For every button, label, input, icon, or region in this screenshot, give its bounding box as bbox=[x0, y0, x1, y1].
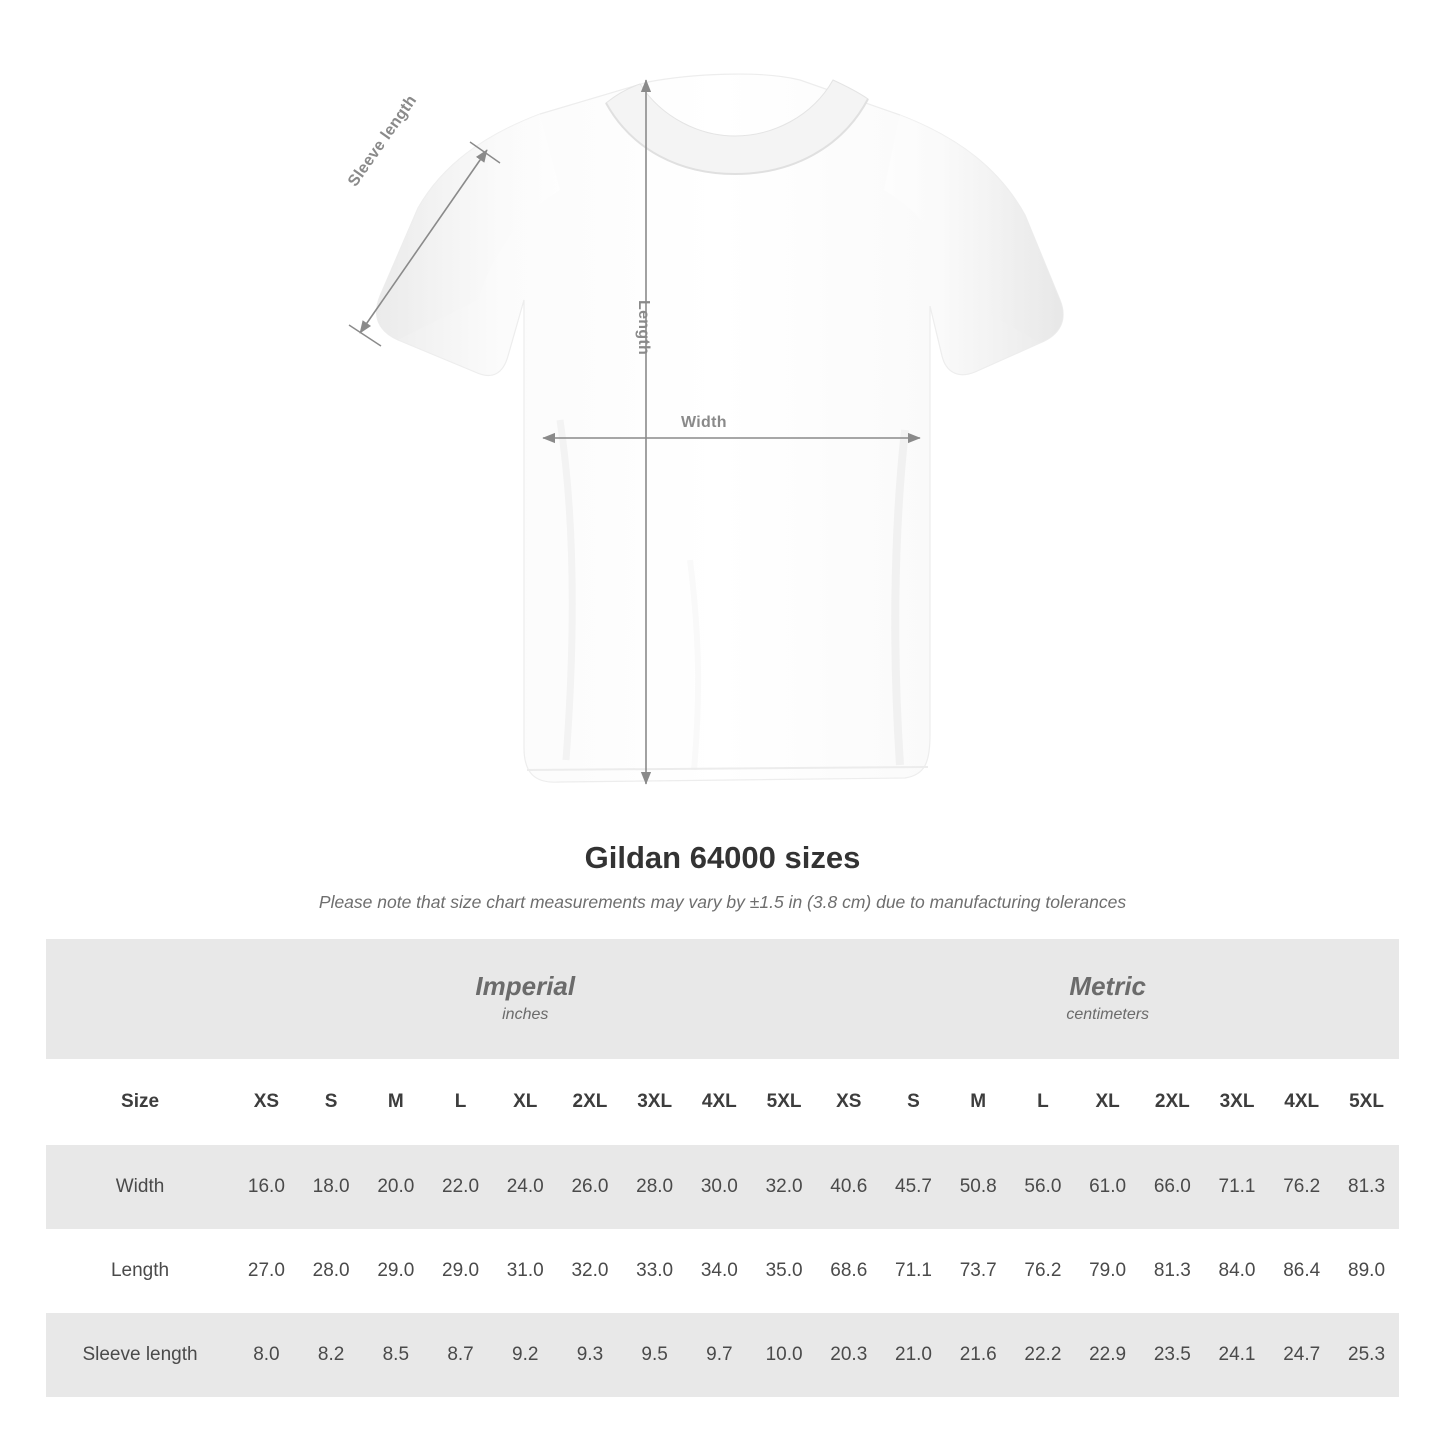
cell-length-met-xl: 79.0 bbox=[1075, 1229, 1140, 1313]
cell-sleeve-imp-3xl: 9.5 bbox=[622, 1313, 687, 1397]
cell-sleeve-met-l: 22.2 bbox=[1011, 1313, 1076, 1397]
cell-width-imp-2xl: 26.0 bbox=[558, 1145, 623, 1229]
size-col-metric-3xl: 3XL bbox=[1205, 1059, 1270, 1145]
cell-length-met-xs: 68.6 bbox=[816, 1229, 881, 1313]
cell-length-imp-m: 29.0 bbox=[363, 1229, 428, 1313]
page-title: Gildan 64000 sizes bbox=[584, 840, 861, 875]
size-col-imperial-xs: XS bbox=[234, 1059, 299, 1145]
cell-width-met-3xl: 71.1 bbox=[1205, 1145, 1270, 1229]
row-label-width: Width bbox=[46, 1145, 234, 1229]
cell-sleeve-met-m: 21.6 bbox=[946, 1313, 1011, 1397]
cell-length-imp-s: 28.0 bbox=[299, 1229, 364, 1313]
unit-group-imperial bbox=[234, 939, 816, 1059]
cell-width-imp-5xl: 32.0 bbox=[752, 1145, 817, 1229]
cell-sleeve-met-xs: 20.3 bbox=[816, 1313, 881, 1397]
cell-width-met-4xl: 76.2 bbox=[1269, 1145, 1334, 1229]
cell-sleeve-imp-xl: 9.2 bbox=[493, 1313, 558, 1397]
size-col-imperial-s: S bbox=[299, 1059, 364, 1145]
size-col-metric-l: L bbox=[1011, 1059, 1076, 1145]
table-row-length bbox=[46, 1229, 1399, 1313]
size-col-imperial-5xl: 5XL bbox=[752, 1059, 817, 1145]
cell-width-met-l: 56.0 bbox=[1011, 1145, 1076, 1229]
cell-sleeve-imp-xs: 8.0 bbox=[234, 1313, 299, 1397]
cell-sleeve-imp-5xl: 10.0 bbox=[752, 1313, 817, 1397]
cell-width-imp-s: 18.0 bbox=[299, 1145, 364, 1229]
row-label-sleeve-length: Sleeve length bbox=[46, 1313, 234, 1397]
sleeve-length-label: Sleeve length bbox=[345, 92, 421, 190]
unit-group-metric bbox=[816, 939, 1399, 1059]
cell-sleeve-imp-m: 8.5 bbox=[363, 1313, 428, 1397]
size-table-wrapper bbox=[46, 939, 1399, 1397]
cell-length-met-4xl: 86.4 bbox=[1269, 1229, 1334, 1313]
size-col-imperial-m: M bbox=[363, 1059, 428, 1145]
size-col-imperial-4xl: 4XL bbox=[687, 1059, 752, 1145]
size-col-metric-m: M bbox=[946, 1059, 1011, 1145]
size-col-metric-s: S bbox=[881, 1059, 946, 1145]
cell-length-met-s: 71.1 bbox=[881, 1229, 946, 1313]
size-col-metric-4xl: 4XL bbox=[1269, 1059, 1334, 1145]
unit-imperial-name: Imperial bbox=[475, 970, 576, 1001]
cell-length-imp-5xl: 35.0 bbox=[752, 1229, 817, 1313]
size-col-imperial-3xl: 3XL bbox=[622, 1059, 687, 1145]
cell-width-imp-l: 22.0 bbox=[428, 1145, 493, 1229]
cell-length-met-m: 73.7 bbox=[946, 1229, 1011, 1313]
cell-length-met-l: 76.2 bbox=[1011, 1229, 1076, 1313]
cell-width-imp-3xl: 28.0 bbox=[622, 1145, 687, 1229]
cell-length-met-5xl: 89.0 bbox=[1334, 1229, 1399, 1313]
cell-width-met-xl: 61.0 bbox=[1075, 1145, 1140, 1229]
cell-sleeve-imp-2xl: 9.3 bbox=[558, 1313, 623, 1397]
size-header-row bbox=[46, 1059, 1399, 1145]
tolerance-note: Please note that size chart measurements may vary by ±1.5 in (3.8 cm) due to manufacturing tolerances bbox=[318, 892, 1127, 912]
cell-width-met-s: 45.7 bbox=[881, 1145, 946, 1229]
cell-length-met-2xl: 81.3 bbox=[1140, 1229, 1205, 1313]
size-table bbox=[46, 939, 1399, 1397]
cell-length-imp-l: 29.0 bbox=[428, 1229, 493, 1313]
cell-length-imp-4xl: 34.0 bbox=[687, 1229, 752, 1313]
size-col-metric-xl: XL bbox=[1075, 1059, 1140, 1145]
size-col-metric-5xl: 5XL bbox=[1334, 1059, 1399, 1145]
cell-sleeve-met-4xl: 24.7 bbox=[1269, 1313, 1334, 1397]
cell-width-met-m: 50.8 bbox=[946, 1145, 1011, 1229]
cell-sleeve-imp-l: 8.7 bbox=[428, 1313, 493, 1397]
unit-imperial-sub: inches bbox=[502, 1006, 549, 1024]
cell-width-imp-m: 20.0 bbox=[363, 1145, 428, 1229]
unit-metric-name: Metric bbox=[1069, 970, 1146, 1001]
cell-width-imp-xs: 16.0 bbox=[234, 1145, 299, 1229]
cell-width-imp-xl: 24.0 bbox=[493, 1145, 558, 1229]
cell-width-met-xs: 40.6 bbox=[816, 1145, 881, 1229]
unit-header-row bbox=[46, 939, 1399, 1059]
cell-width-met-2xl: 66.0 bbox=[1140, 1145, 1205, 1229]
cell-length-imp-xs: 27.0 bbox=[234, 1229, 299, 1313]
cell-sleeve-met-2xl: 23.5 bbox=[1140, 1313, 1205, 1397]
table-corner-cell bbox=[46, 939, 234, 1059]
cell-length-imp-3xl: 33.0 bbox=[622, 1229, 687, 1313]
cell-length-imp-2xl: 32.0 bbox=[558, 1229, 623, 1313]
size-col-metric-2xl: 2XL bbox=[1140, 1059, 1205, 1145]
length-label: Length bbox=[635, 300, 652, 356]
cell-width-imp-4xl: 30.0 bbox=[687, 1145, 752, 1229]
unit-metric-sub: centimeters bbox=[1066, 1006, 1150, 1024]
cell-sleeve-met-5xl: 25.3 bbox=[1334, 1313, 1399, 1397]
width-label: Width bbox=[681, 414, 727, 431]
cell-sleeve-met-xl: 22.9 bbox=[1075, 1313, 1140, 1397]
cell-sleeve-met-s: 21.0 bbox=[881, 1313, 946, 1397]
row-label-length: Length bbox=[46, 1229, 234, 1313]
size-col-metric-xs: XS bbox=[816, 1059, 881, 1145]
table-row-sleeve-length bbox=[46, 1313, 1399, 1397]
cell-sleeve-imp-s: 8.2 bbox=[299, 1313, 364, 1397]
cell-sleeve-imp-4xl: 9.7 bbox=[687, 1313, 752, 1397]
size-col-imperial-2xl: 2XL bbox=[558, 1059, 623, 1145]
size-col-imperial-l: L bbox=[428, 1059, 493, 1145]
cell-length-imp-xl: 31.0 bbox=[493, 1229, 558, 1313]
title-block bbox=[0, 840, 1445, 913]
size-col-imperial-xl: XL bbox=[493, 1059, 558, 1145]
size-header-label: Size bbox=[46, 1059, 234, 1145]
cell-length-met-3xl: 84.0 bbox=[1205, 1229, 1270, 1313]
table-row-width bbox=[46, 1145, 1399, 1229]
cell-sleeve-met-3xl: 24.1 bbox=[1205, 1313, 1270, 1397]
cell-width-met-5xl: 81.3 bbox=[1334, 1145, 1399, 1229]
